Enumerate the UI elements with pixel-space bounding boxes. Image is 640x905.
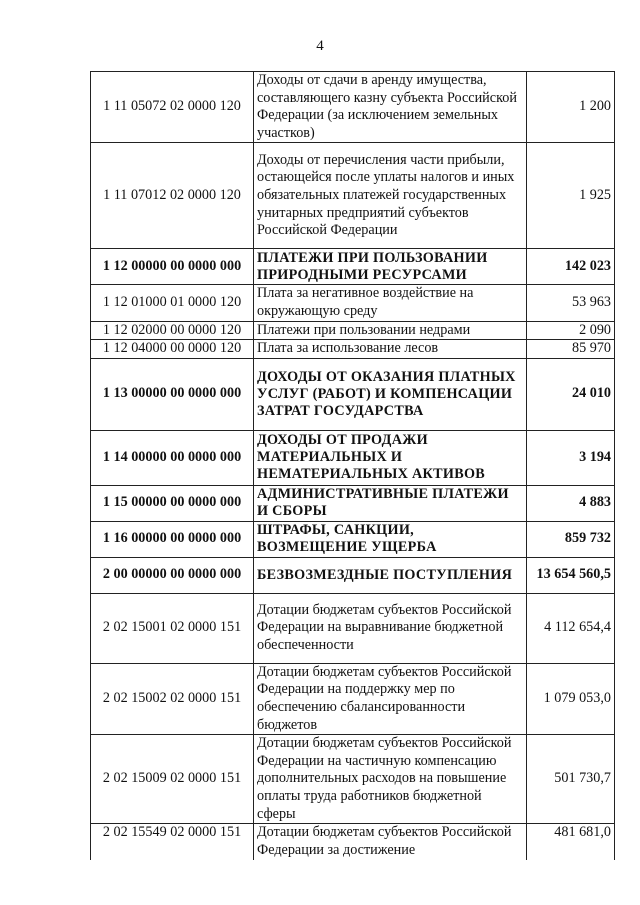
revenue-name: АДМИНИСТРАТИВНЫЕ ПЛАТЕЖИ И СБОРЫ: [254, 485, 527, 521]
budget-code: 1 11 05072 02 0000 120: [91, 72, 254, 143]
budget-code: 1 12 00000 00 0000 000: [91, 249, 254, 285]
budget-code: 2 02 15001 02 0000 151: [91, 593, 254, 663]
budget-code: 2 02 15549 02 0000 151: [91, 824, 254, 860]
revenue-name: БЕЗВОЗМЕЗДНЫЕ ПОСТУПЛЕНИЯ: [254, 557, 527, 593]
table-row: [91, 593, 615, 663]
budget-code: 1 13 00000 00 0000 000: [91, 358, 254, 430]
table-row: [91, 340, 615, 359]
table-row: [91, 521, 615, 557]
table-row: [91, 249, 615, 285]
table-row: [91, 735, 615, 824]
amount: 2 090: [527, 321, 615, 340]
revenue-table: [90, 71, 615, 860]
table-row: [91, 663, 615, 734]
revenue-name: Дотации бюджетам субъектов Российской Федерации на частичную компенсацию дополнительных расходов на повышение оплаты труда работников бюджетной сферы: [254, 735, 527, 824]
revenue-name: Доходы от перечисления части прибыли, остающейся после уплаты налогов и иных обязательных платежей государственных унитарных предприятий субъектов Российской Федерации: [254, 143, 527, 249]
budget-code: 1 16 00000 00 0000 000: [91, 521, 254, 557]
amount: 4 883: [527, 485, 615, 521]
table-row: [91, 72, 615, 143]
revenue-name: Доходы от сдачи в аренду имущества, составляющего казну субъекта Российской Федерации (за исключением земельных участков): [254, 72, 527, 143]
budget-code: 1 12 01000 01 0000 120: [91, 285, 254, 321]
amount: 13 654 560,5: [527, 557, 615, 593]
table-row: [91, 321, 615, 340]
revenue-name: Плата за использование лесов: [254, 340, 527, 359]
amount: 85 970: [527, 340, 615, 359]
budget-code: 1 11 07012 02 0000 120: [91, 143, 254, 249]
revenue-name: ДОХОДЫ ОТ ПРОДАЖИ МАТЕРИАЛЬНЫХ И НЕМАТЕРИАЛЬНЫХ АКТИВОВ: [254, 430, 527, 485]
budget-code: 2 02 15009 02 0000 151: [91, 735, 254, 824]
table-row: [91, 358, 615, 430]
revenue-name: ДОХОДЫ ОТ ОКАЗАНИЯ ПЛАТНЫХ УСЛУГ (РАБОТ) И КОМПЕНСАЦИИ ЗАТРАТ ГОСУДАРСТВА: [254, 358, 527, 430]
revenue-name: Дотации бюджетам субъектов Российской Федерации на поддержку мер по обеспечению сбалансированности бюджетов: [254, 663, 527, 734]
amount: 24 010: [527, 358, 615, 430]
budget-code: 1 12 02000 00 0000 120: [91, 321, 254, 340]
amount: 1 200: [527, 72, 615, 143]
amount: 142 023: [527, 249, 615, 285]
amount: 859 732: [527, 521, 615, 557]
table-row: [91, 285, 615, 321]
budget-code: 1 14 00000 00 0000 000: [91, 430, 254, 485]
amount: 1 925: [527, 143, 615, 249]
amount: 1 079 053,0: [527, 663, 615, 734]
revenue-name: Платежи при пользовании недрами: [254, 321, 527, 340]
budget-code: 2 00 00000 00 0000 000: [91, 557, 254, 593]
budget-code: 1 15 00000 00 0000 000: [91, 485, 254, 521]
revenue-name: Плата за негативное воздействие на окружающую среду: [254, 285, 527, 321]
revenue-name: ШТРАФЫ, САНКЦИИ, ВОЗМЕЩЕНИЕ УЩЕРБА: [254, 521, 527, 557]
table-row: [91, 430, 615, 485]
revenue-name: Дотации бюджетам субъектов Российской Федерации за достижение: [254, 824, 527, 860]
table-row: [91, 485, 615, 521]
table-row: [91, 143, 615, 249]
amount: 501 730,7: [527, 735, 615, 824]
amount: 481 681,0: [527, 824, 615, 860]
amount: 53 963: [527, 285, 615, 321]
revenue-name: Дотации бюджетам субъектов Российской Федерации на выравнивание бюджетной обеспеченности: [254, 593, 527, 663]
table-row: [91, 557, 615, 593]
amount: 4 112 654,4: [527, 593, 615, 663]
budget-code: 2 02 15002 02 0000 151: [91, 663, 254, 734]
amount: 3 194: [527, 430, 615, 485]
table-row: [91, 824, 615, 860]
page-number: 4: [316, 38, 324, 54]
revenue-name: ПЛАТЕЖИ ПРИ ПОЛЬЗОВАНИИ ПРИРОДНЫМИ РЕСУРСАМИ: [254, 249, 527, 285]
budget-code: 1 12 04000 00 0000 120: [91, 340, 254, 359]
